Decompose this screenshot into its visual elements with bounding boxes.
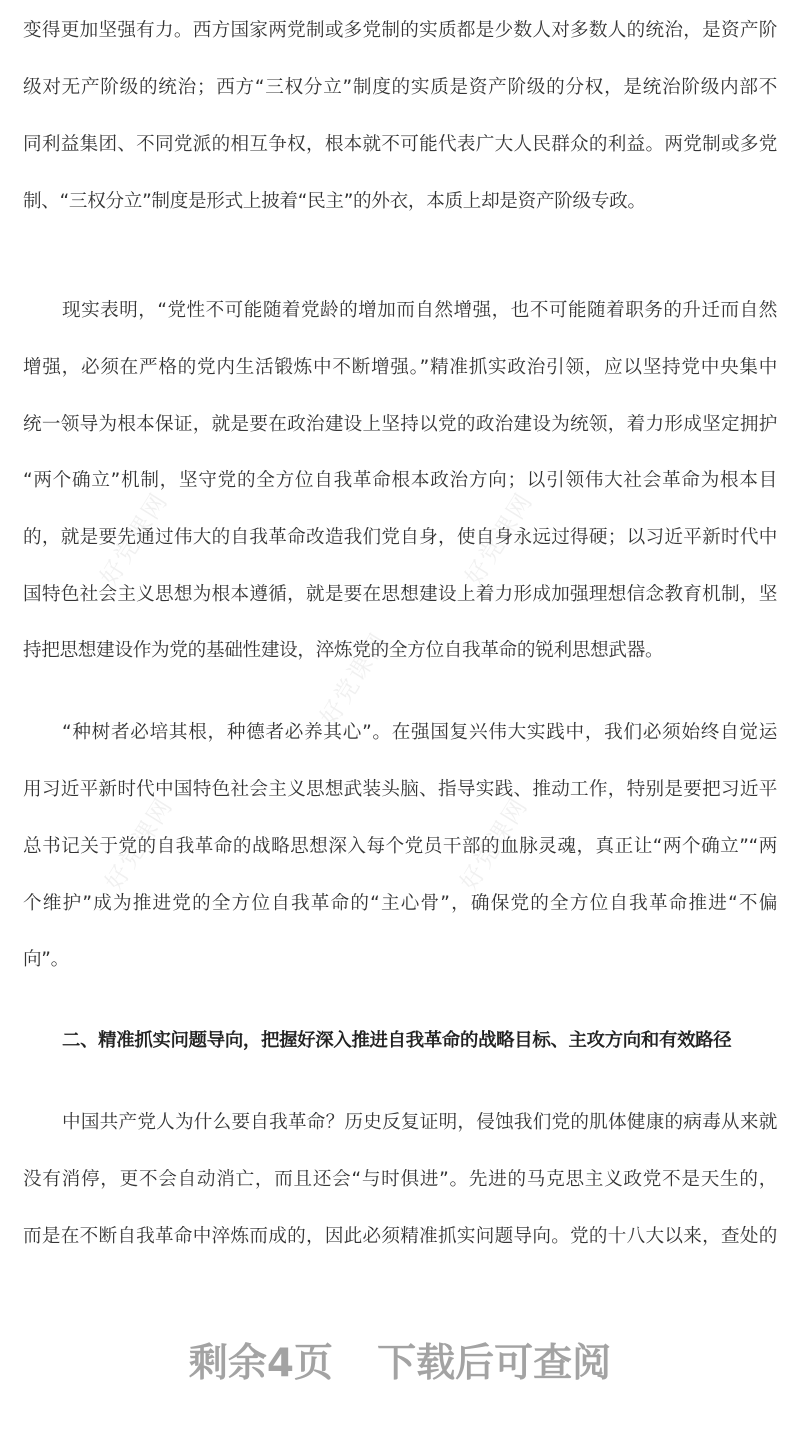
text-line: 同利益集团、不同党派的相互争权，根本就不可能代表广大人民群众的利益。两党制或多党 [23, 134, 777, 155]
text-line: “种树者必培其根，种德者必养其心”。在强国复兴伟大实践中，我们必须始终自觉运 [62, 722, 777, 743]
text-line: 向”。 [23, 949, 69, 970]
download-notice [0, 1338, 800, 1390]
text-line: 持把思想建设作为党的基础性建设，淬炼党的全方位自我革命的锐利思想武器。 [23, 640, 664, 661]
text-line: 个维护”成为推进党的全方位自我革命的“主心骨”，确保党的全方位自我革命推进“不偏 [23, 893, 777, 914]
text-line: 统一领导为根本保证，就是要在政治建设上坚持以党的政治建设为统领，着力形成坚定拥护 [23, 414, 777, 435]
watermark: 好党课网 [459, 487, 539, 591]
watermark: 好党课网 [454, 792, 534, 896]
text-line: 国特色社会主义思想为根本遵循，就是要在思想建设上着力形成加强理想信念教育机制，坚 [23, 584, 777, 605]
text-line: 制、“三权分立”制度是形式上披着“民主”的外衣，本质上却是资产阶级专政。 [23, 191, 646, 212]
text-line: 中国共产党人为什么要自我革命？历史反复证明，侵蚀我们党的肌体健康的病毒从来就 [62, 1112, 777, 1133]
text-line: 变得更加坚强有力。西方国家两党制或多党制的实质都是少数人对多数人的统治，是资产阶 [23, 20, 777, 41]
text-line: 的，就是要先通过伟大的自我革命改造我们党自身，使自身永远过得硬；以习近平新时代中 [23, 527, 777, 548]
download-to-view-label: 下载后可查阅 [377, 1341, 612, 1386]
text-line: 用习近平新时代中国特色社会主义思想武装头脑、指导实践、推动工作，特别是要把习近平 [23, 779, 777, 800]
text-line: 现实表明，“党性不可能随着党龄的增加而自然增强，也不可能随着职务的升迁而自然 [62, 300, 777, 321]
text-line: 级对无产阶级的统治；西方“三权分立”制度的实质是资产阶级的分权，是统治阶级内部不 [23, 77, 777, 98]
text-line: 增强，必须在严格的党内生活锻炼中不断增强。”精准抓实政治引领，应以坚持党中央集中 [23, 357, 777, 378]
text-line: 没有消停，更不会自动消亡，而且还会“与时俱进”。先进的马克思主义政党不是天生的， [23, 1169, 777, 1190]
section-heading: 二、精准抓实问题导向，把握好深入推进自我革命的战略目标、主攻方向和有效路径 [62, 1030, 732, 1051]
remaining-pages-label: 剩余4页 [188, 1341, 334, 1386]
watermark: 好党课网 [314, 627, 394, 731]
text-line: 总书记关于党的自我革命的战略思想深入每个党员干部的血脉灵魂，真正让“两个确立”“两 [23, 836, 777, 857]
watermark: 好党课网 [99, 792, 179, 896]
text-line: 而是在不断自我革命中淬炼而成的，因此必须精准抓实问题导向。党的十八大以来，查处的 [23, 1226, 777, 1247]
watermark: 好党课网 [94, 487, 174, 591]
text-line: “两个确立”机制，坚守党的全方位自我革命根本政治方向；以引领伟大社会革命为根本目 [23, 470, 777, 491]
